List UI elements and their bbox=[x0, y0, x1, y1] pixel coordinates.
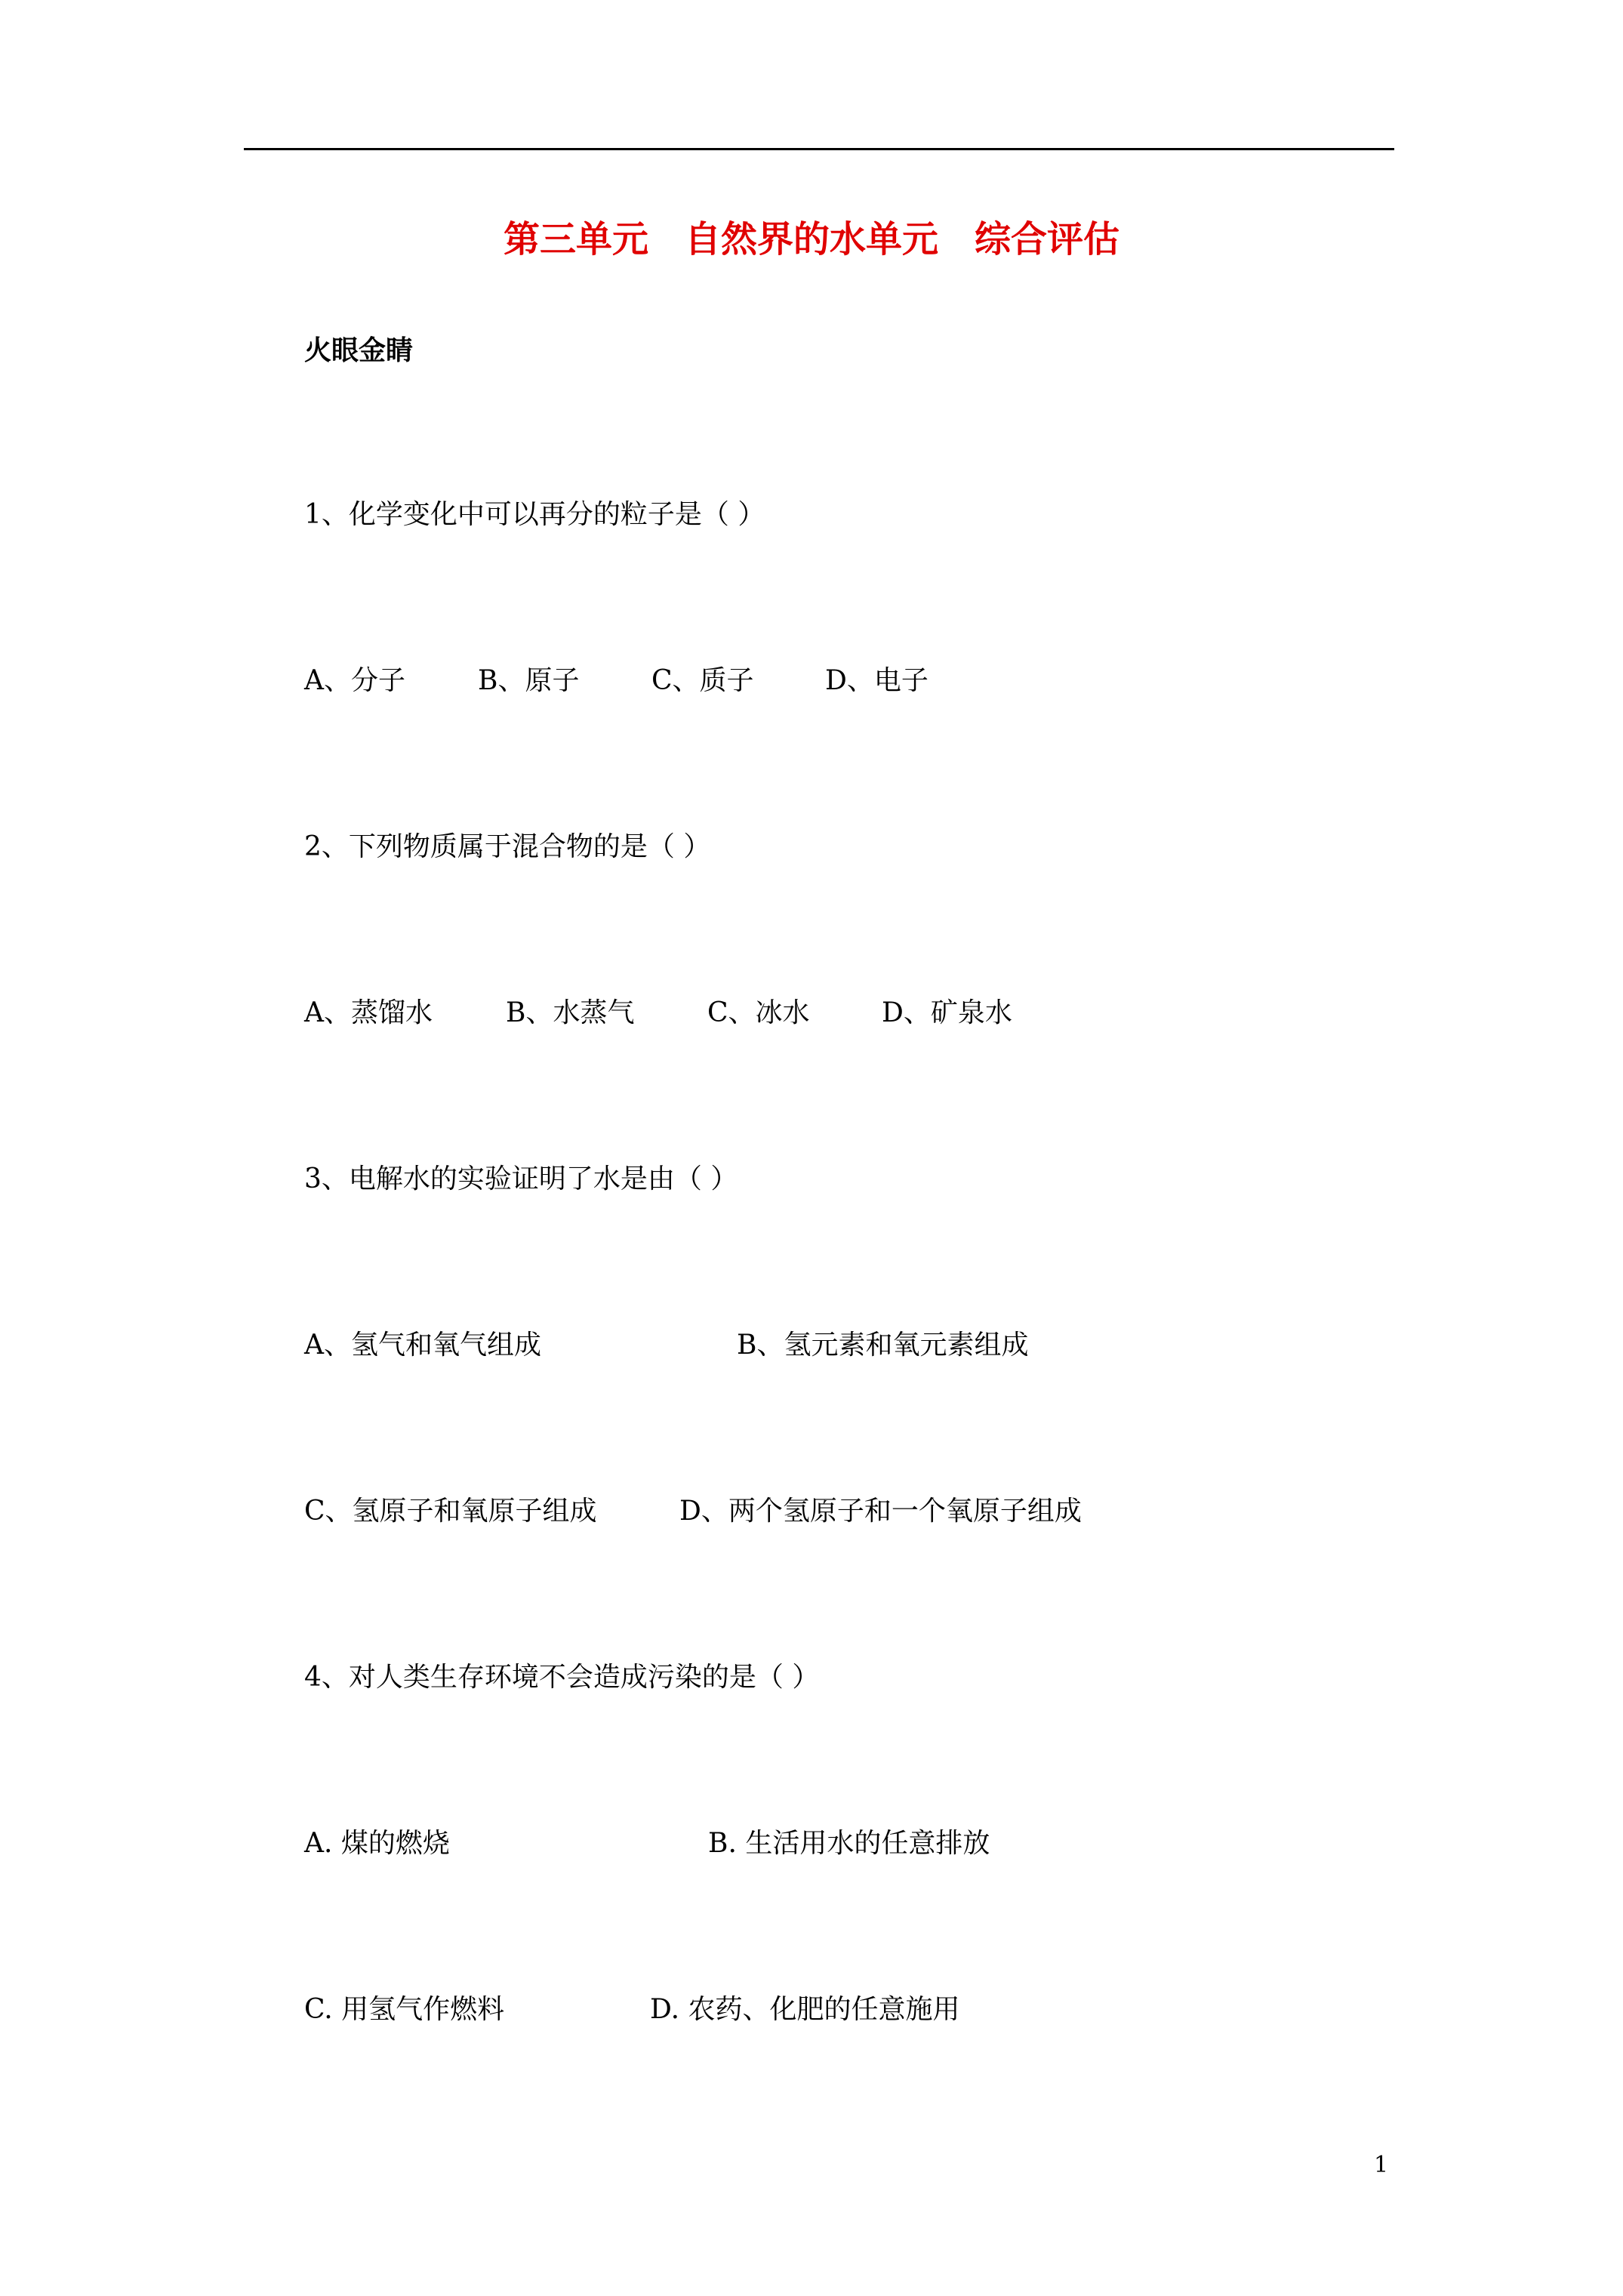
section-label: 火眼金睛 bbox=[304, 334, 414, 366]
question-2-option-a: A、蒸馏水 bbox=[304, 997, 433, 1028]
question-3-option-d: D、两个氢原子和一个氧原子组成 bbox=[679, 1496, 1082, 1527]
question-2-option-d: D、矿泉水 bbox=[882, 997, 1012, 1028]
question-2-text: 2、下列物质属于混合物的是（ ） bbox=[304, 831, 711, 862]
question-3-text: 3、电解水的实验证明了水是由（ ） bbox=[304, 1163, 738, 1194]
question-4-option-b: B. 生活用水的任意排放 bbox=[708, 1828, 990, 1859]
question-4-option-a: A. 煤的燃烧 bbox=[304, 1828, 450, 1859]
page-number: 1 bbox=[1374, 2152, 1389, 2178]
question-2-option-b: B、水蒸气 bbox=[506, 997, 635, 1028]
question-3-option-a: A、氢气和氧气组成 bbox=[304, 1330, 541, 1361]
question-4-option-d: D. 农药、化肥的任意施用 bbox=[650, 1994, 960, 2025]
question-1-option-b: B、原子 bbox=[478, 665, 580, 696]
question-3-option-b: B、氢元素和氧元素组成 bbox=[737, 1330, 1029, 1361]
question-1-option-a: A、分子 bbox=[304, 665, 405, 696]
question-1-option-d: D、电子 bbox=[825, 665, 929, 696]
page-title: 第三单元 自然界的水单元 综合评估 bbox=[503, 218, 1119, 260]
question-3-option-c: C、氢原子和氧原子组成 bbox=[304, 1496, 597, 1527]
question-2-option-c: C、冰水 bbox=[707, 997, 810, 1028]
question-1-option-c: C、质子 bbox=[651, 665, 754, 696]
header-rule bbox=[244, 148, 1394, 150]
question-1-text: 1、化学变化中可以再分的粒子是（ ） bbox=[304, 499, 765, 530]
question-4-option-c: C. 用氢气作燃料 bbox=[304, 1994, 505, 2025]
question-4-text: 4、对人类生存环境不会造成污染的是（ ） bbox=[304, 1662, 820, 1693]
